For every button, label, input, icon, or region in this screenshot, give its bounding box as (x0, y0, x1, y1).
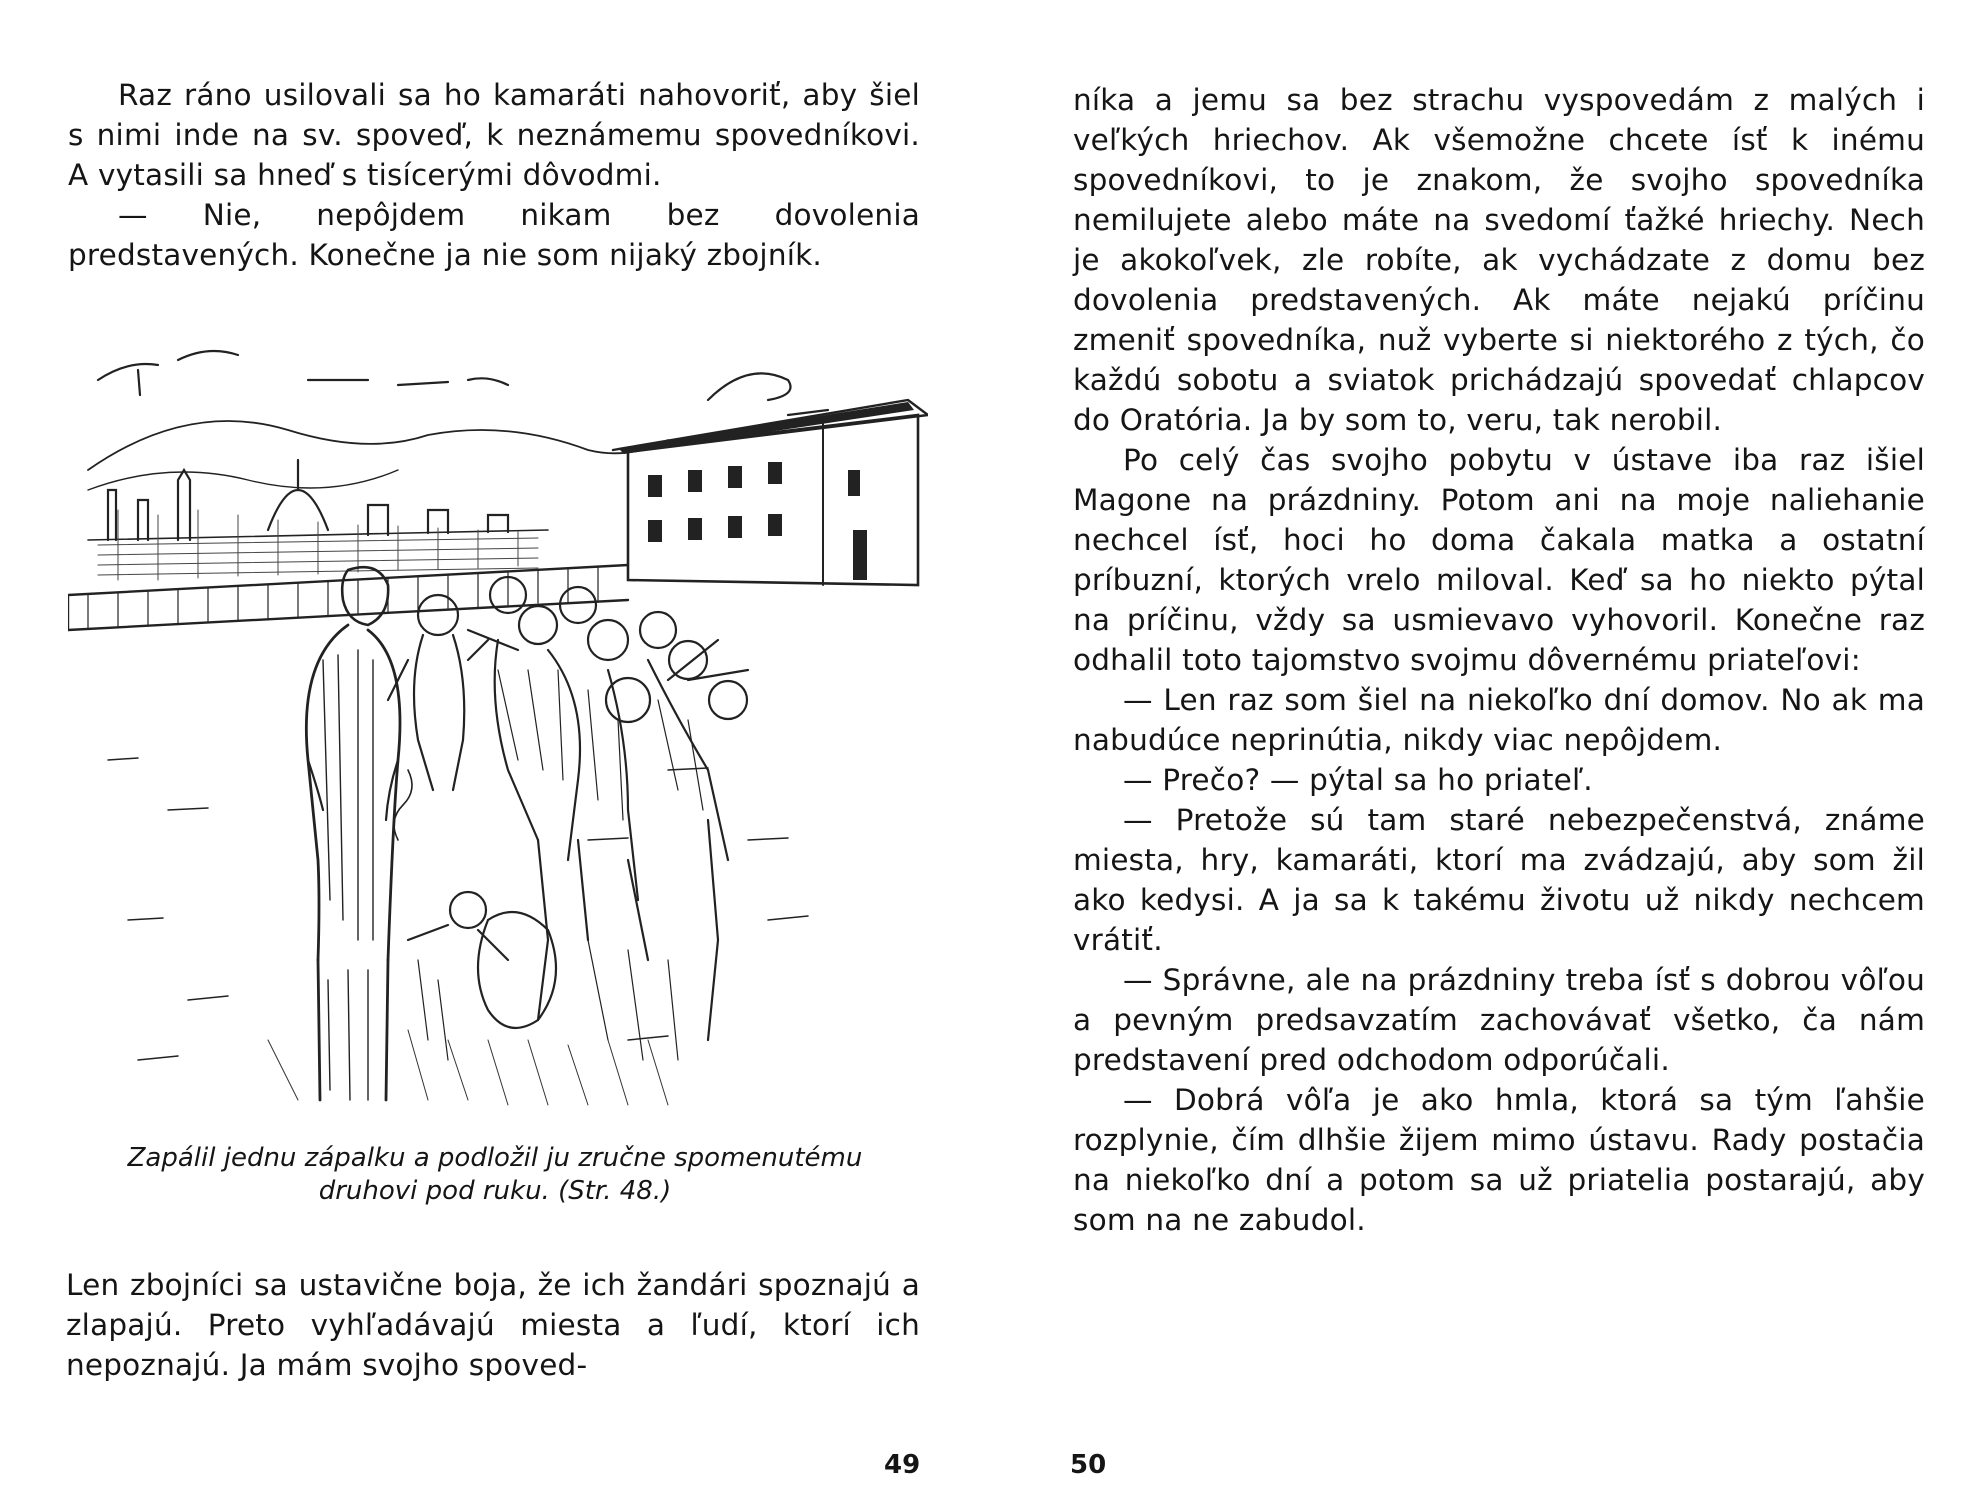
paragraph: Raz ráno usilovali sa ho kamaráti nahovoriť, aby šiel s nimi inde na sv. spoveď, k neznámemu spovedníkovi. A vytasili sa hneď s tisícerými dôvodmi. (68, 78, 920, 192)
page-number: 49 (884, 1450, 921, 1480)
illustration (68, 340, 928, 1115)
paragraph: Len zbojníci sa ustavične boja, že ich žandári spoznajú a zlapajú. Preto vyhľadávajú miesta a ľudí, ktorí ich nepoznajú. Ja mám svojho spoved- (66, 1268, 920, 1382)
left-top-text (68, 75, 920, 275)
paragraph: — Nie, nepôjdem nikam bez dovolenia predstavených. Konečne ja nie som nijaký zbojník. (68, 198, 920, 272)
right-text (1073, 80, 1925, 1240)
paragraph: — Správne, ale na prázdniny treba ísť s dobrou vôľou a pevným predsavzatím zachovávať všetko, ča nám predstavení pred odchodom odporúčali. (1073, 963, 1925, 1077)
caption-line: Zapálil jednu zápalku a podložil ju zručne spomenutému (127, 1143, 863, 1173)
left-bottom-text (66, 1265, 920, 1385)
paragraph: — Len raz som šiel na niekoľko dní domov. No ak ma nabudúce neprinútia, nikdy viac nepôjdem. (1073, 683, 1925, 757)
paragraph: — Prečo? — pýtal sa ho priateľ. (1123, 763, 1593, 797)
paragraph: — Dobrá vôľa je ako hmla, ktorá sa tým ľahšie rozplynie, čím dlhšie žijem mimo ústavu. Rady postačia na niekoľko dní a potom sa už priatelia postarajú, aby som na ne zabudol. (1073, 1083, 1925, 1237)
paragraph: — Pretože sú tam staré nebezpečenstvá, známe miesta, hry, kamaráti, ktorí ma zvádzajú, aby som žil ako kedysi. A ja sa k takému životu už nikdy nechcem vrátiť. (1073, 803, 1925, 957)
caption-line: druhovi pod ruku. (Str. 48.) (318, 1176, 672, 1206)
right-page (985, 0, 1970, 1500)
paragraph: Po celý čas svojho pobytu v ústave iba raz išiel Magone na prázdniny. Potom ani na moje naliehanie nechcel ísť, hoci ho doma čakala matka a ostatní príbuzní, ktorých vrelo miloval. Keď sa ho niekto pýtal na príčinu, vždy sa usmievavo vyhovoril. Konečne raz odhalil toto tajomstvo svojmu dôvernému priateľovi: (1073, 443, 1925, 677)
page-number: 50 (1070, 1450, 1107, 1480)
paragraph: níka a jemu sa bez strachu vyspovedám z malých i veľkých hriechov. Ak všemožne chcete ísť k inému spovedníkovi, to je znakom, že svojho spovedníka nemilujete alebo máte na svedomí ťažké hriechy. Nech je akokoľvek, zle robíte, ak vychádzate z domu bez dovolenia predstavených. Ak máte nejakú príčinu zmeniť spovedníka, nuž vyberte si niektorého z tých, čo každú sobotu a sviatok prichádzajú spovedať chlapcov do Oratória. Ja by som to, veru, tak nerobil. (1073, 83, 1925, 437)
illustration-caption (70, 1142, 920, 1208)
